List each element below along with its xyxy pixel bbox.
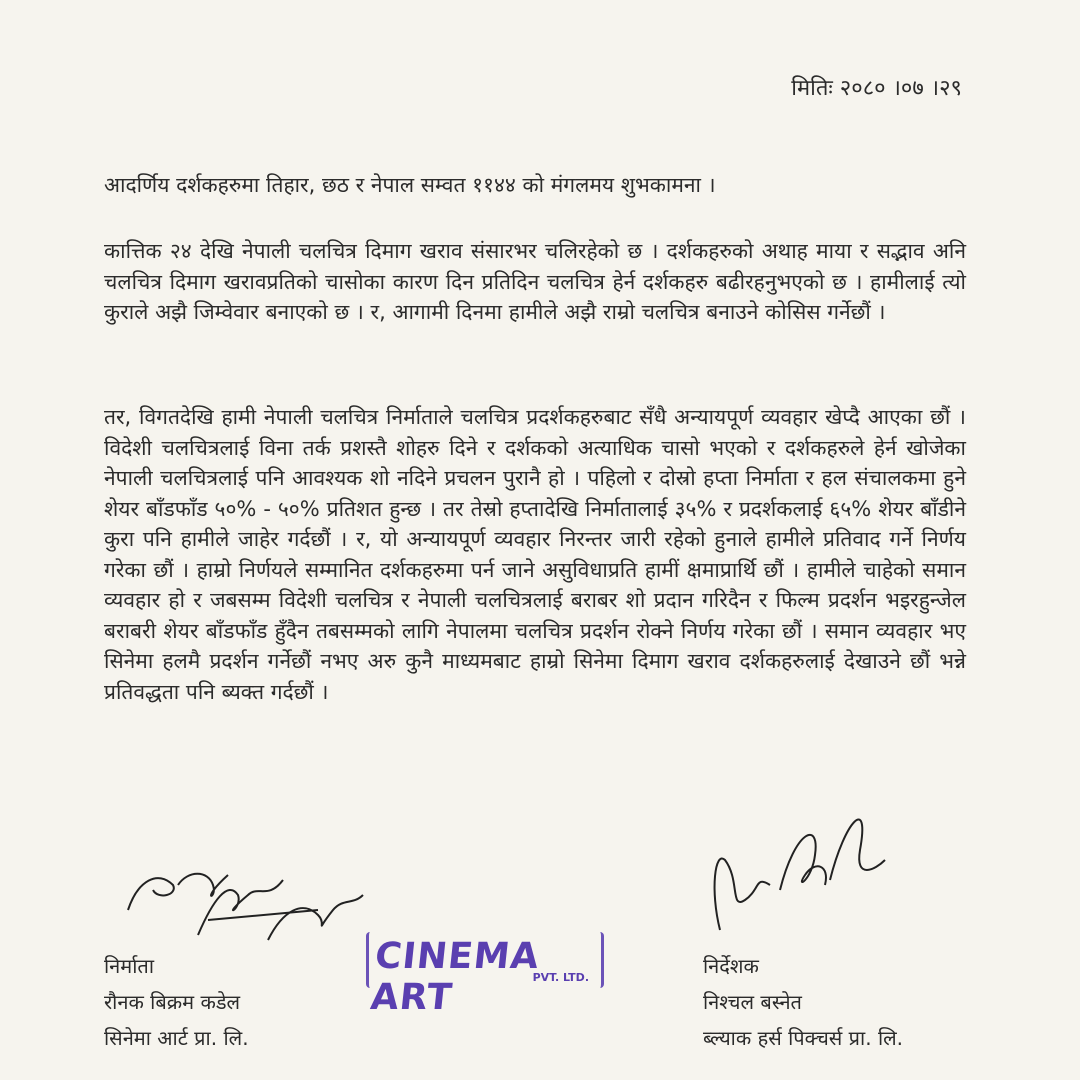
stamp-subtext: PVT. LTD. xyxy=(532,971,589,984)
director-name: निश्चल बस्नेत xyxy=(703,990,802,1014)
producer-role: निर्माता xyxy=(104,954,154,978)
stamp-text: CINEMA ART xyxy=(368,936,542,1018)
producer-company: सिनेमा आर्ट प्रा. लि. xyxy=(104,1026,249,1050)
producer-signature xyxy=(118,840,368,950)
paragraph-2: तर, विगतदेखि हामी नेपाली चलचित्र निर्माताले चलचित्र प्रदर्शकहरुबाट सँधै अन्यायपूर्ण व्यवहार खेप्दै आएका छौं । विदेशी चलचित्रलाई विना तर्क प्रशस्तै शोहरु दिने र दर्शकको अत्याधिक चासो भएको र दर्शकहरुले हेर्न खोजेका नेपाली चलचित्रलाई पनि आवश्यक शो नदिने प्रचलन पुरानै हो । पहिलो र दोस्रो हप्ता निर्माता र हल संचालकमा हुने शेयर बाँडफाँड ५०% - ५०% प्रतिशत हुन्छ । तर तेस्रो हप्तादेखि निर्मातालाई ३५% र प्रदर्शकलाई ६५% शेयर बाँडीने कुरा पनि हामीले जाहेर गर्दछौं । र, यो अन्यायपूर्ण व्यवहार निरन्तर जारी रहेको हुनाले हामीले प्रतिवाद गर्ने निर्णय गरेका छौं । हाम्रो निर्णयले सम्मानित दर्शकहरुमा पर्न जाने असुविधाप्रति हामीं क्षमाप्रार्थि छौं । हामीले चाहेको समान व्यवहार हो र जबसम्म विदेशी चलचित्र र नेपाली चलचित्रलाई बराबर शो प्रदान गरिदैन र फिल्म प्रदर्शन भइरहुन्जेल बराबरी शेयर बाँडफाँड हुँदैन तबसम्मको लागि नेपालमा चलचित्र प्रदर्शन रोक्ने निर्णय गरेका छौं । समान व्यवहार भए सिनेमा हलमै प्रदर्शन गर्नेछौं नभए अरु कुनै माध्यमबाट हाम्रो सिनेमा दिमाग खराव दर्शकहरुलाई देखाउने छौं भन्ने प्रतिवद्धता पनि ब्यक्त गर्दछौं । xyxy=(104,405,966,704)
director-company: ब्ल्याक हर्स पिक्चर्स प्रा. लि. xyxy=(703,1026,904,1050)
paragraph-1: कात्तिक २४ देखि नेपाली चलचित्र दिमाग खराव संसारभर चलिरहेको छ । दर्शकहरुको अथाह माया र सद्भाव अनि चलचित्र दिमाग खरावप्रतिको चासोका कारण दिन प्रतिदिन चलचित्र हेर्न दर्शकहरु बढीरहनुभएको छ । हामीलाई त्यो कुराले अझै जिम्वेवार बनाएको छ । र, आगामी दिनमा हामीले अझै राम्रो चलचित्र बनाउने कोसिस गर्नेछौं । xyxy=(104,239,966,324)
greeting-line: आदर्णिय दर्शकहरुमा तिहार, छठ र नेपाल सम्वत ११४४ को मंगलमय शुभकामना । xyxy=(104,173,716,197)
company-stamp xyxy=(366,932,604,1018)
producer-block xyxy=(104,948,249,1056)
director-role: निर्देशक xyxy=(703,954,759,978)
letter-date: मितिः २०८० ।०७ ।२९ xyxy=(791,76,962,101)
director-block xyxy=(703,948,903,1056)
producer-name: रौनक बिक्रम कडेल xyxy=(104,990,241,1014)
director-signature xyxy=(700,790,900,940)
